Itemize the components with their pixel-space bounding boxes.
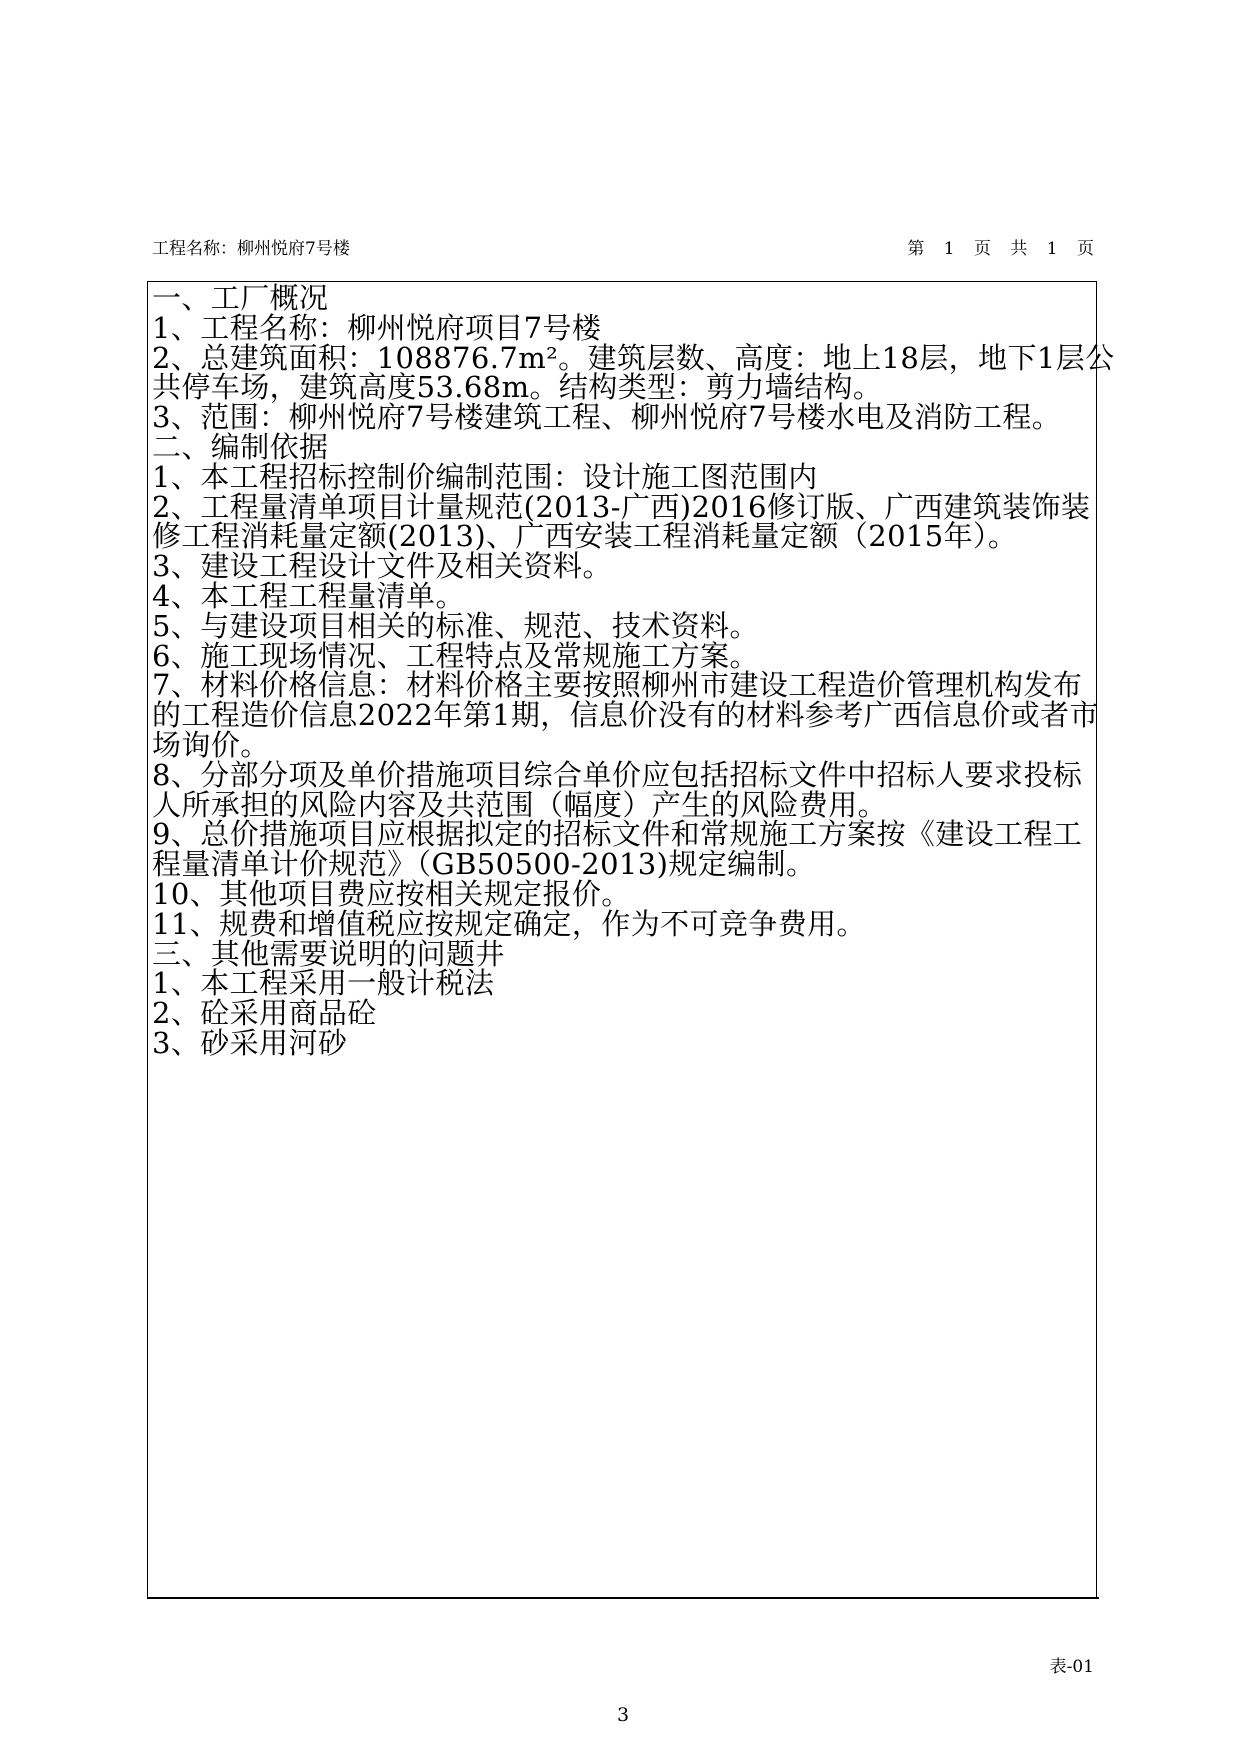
text-line: 6、施工现场情况、工程特点及常规施工方案。 (152, 638, 759, 673)
text-line: 1、本工程采用一般计税法 (152, 966, 495, 1001)
box-bottom-rule (147, 1597, 1099, 1599)
text-line: 10、其他项目费应按相关规定报价。 (152, 876, 631, 911)
text-line: 的工程造价信息2022年第1期，信息价没有的材料参考广西信息价或者市 (152, 698, 1099, 733)
description-content (152, 281, 1115, 1060)
text-line: 2、砼采用商品砼 (152, 996, 377, 1031)
text-line: 3、范围：柳州悦府7号楼建筑工程、柳州悦府7号楼水电及消防工程。 (152, 400, 1062, 435)
text-line: 1、本工程招标控制价编制范围：设计施工图范围内 (152, 459, 818, 494)
text-line: 2、工程量清单项目计量规范(2013-广西)2016修订版、广西建筑装饰装 (152, 489, 1091, 524)
page-number: 3 (616, 1704, 630, 1726)
text-line: 8、分部分项及单价措施项目综合单价应包括招标文件中招标人要求投标 (152, 757, 1083, 792)
text-line: 3、砂采用河砂 (152, 1025, 348, 1060)
text-line: 共停车场，建筑高度53.68m。结构类型：剪力墙结构。 (152, 370, 883, 405)
text-line: 场询价。 (152, 727, 270, 762)
text-line: 1、工程名称：柳州悦府项目7号楼 (152, 310, 602, 345)
text-line: 7、材料价格信息：材料价格主要按照柳州市建设工程造价管理机构发布 (152, 668, 1083, 703)
text-line: 4、本工程工程量清单。 (152, 578, 465, 613)
table-number: 表-01 (1049, 1657, 1094, 1677)
text-line: 11、规费和增值税应按规定确定，作为不可竞争费用。 (152, 906, 866, 941)
text-line: 程量清单计价规范》（GB50500-2013)规定编制。 (152, 847, 816, 882)
text-line: 5、与建设项目相关的标准、规范、技术资料。 (152, 608, 759, 643)
text-line: 2、总建筑面积：108876.7m²。建筑层数、高度：地上18层，地下1层公 (152, 340, 1115, 375)
text-line: 3、建设工程设计文件及相关资料。 (152, 549, 612, 584)
text-line: 修工程消耗量定额(2013)、广西安装工程消耗量定额（2015年）。 (152, 519, 1018, 554)
text-line: 二、编制依据 (152, 429, 329, 464)
text-line: 三、其他需要说明的问题井 (152, 936, 505, 971)
description-box (147, 281, 1115, 1599)
text-line: 人所承担的风险内容及共范围（幅度）产生的风险费用。 (152, 787, 888, 822)
text-line: 9、总价措施项目应根据拟定的招标文件和常规施工方案按《建设工程工 (152, 817, 1083, 852)
project-name: 工程名称：柳州悦府7号楼 (152, 239, 350, 259)
page-info: 第 1 页 共 1 页 (907, 239, 1096, 259)
text-line: 一、工厂概况 (152, 281, 329, 315)
